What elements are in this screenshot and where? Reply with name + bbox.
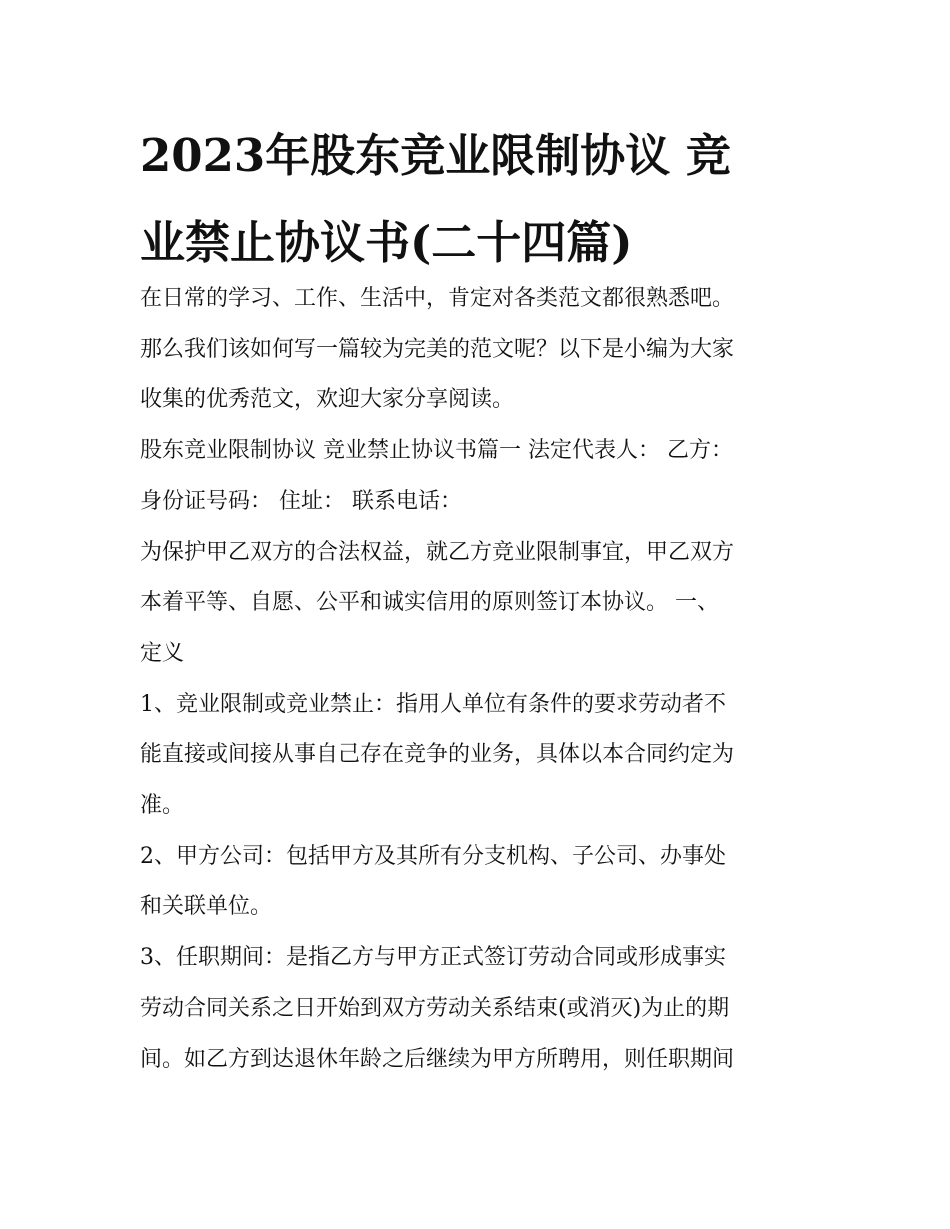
text-line: 能直接或间接从事自己存在竞争的业务，具体以本合同约定为 [140,742,735,768]
text-line: 1、竞业限制或竞业禁止：指用人单位有条件的要求劳动者不 [140,691,726,717]
text-line: 本着平等、自愿、公平和诚实信用的原则签订本协议。 一、 [140,590,719,616]
document-title [140,112,820,286]
text-line: 那么我们该如何写一篇较为完美的范文呢？以下是小编为大家 [140,336,735,362]
paragraph-purpose [140,528,830,680]
text-line: 身份证号码： 住址： 联系电话： [140,488,462,514]
title-line-2: 业禁止协议书(二十四篇) [140,216,633,269]
text-line: 为保护甲乙双方的合法权益，就乙方竞业限制事宜，甲乙双方 [140,539,735,565]
text-line: 间。如乙方到达退休年龄之后继续为甲方所聘用，则任职期间 [140,1046,735,1072]
title-line-1: 2023年股东竞业限制协议 竞 [140,129,731,182]
paragraph-definition-2 [140,832,830,933]
document-body [140,274,830,1085]
text-line: 在日常的学习、工作、生活中，肯定对各类范文都很熟悉吧。 [140,286,735,311]
text-line: 劳动合同关系之日开始到双方劳动关系结束(或消灭)为止的期 [140,995,730,1021]
paragraph-parties [140,426,830,527]
text-line: 收集的优秀范文，欢迎大家分享阅读。 [140,387,515,413]
text-line: 准。 [140,793,185,819]
paragraph-intro [140,274,830,426]
text-line: 2、甲方公司：包括甲方及其所有分支机构、子公司、办事处 [140,843,726,869]
text-line: 和关联单位。 [140,894,273,920]
text-line: 股东竞业限制协议 竞业禁止协议书篇一 法定代表人： 乙方： [140,438,733,464]
paragraph-definition-3 [140,933,830,1085]
text-line: 3、任职期间：是指乙方与甲方正式签订劳动合同或形成事实 [140,945,726,971]
paragraph-definition-1 [140,680,830,832]
text-line: 定义 [140,640,185,666]
